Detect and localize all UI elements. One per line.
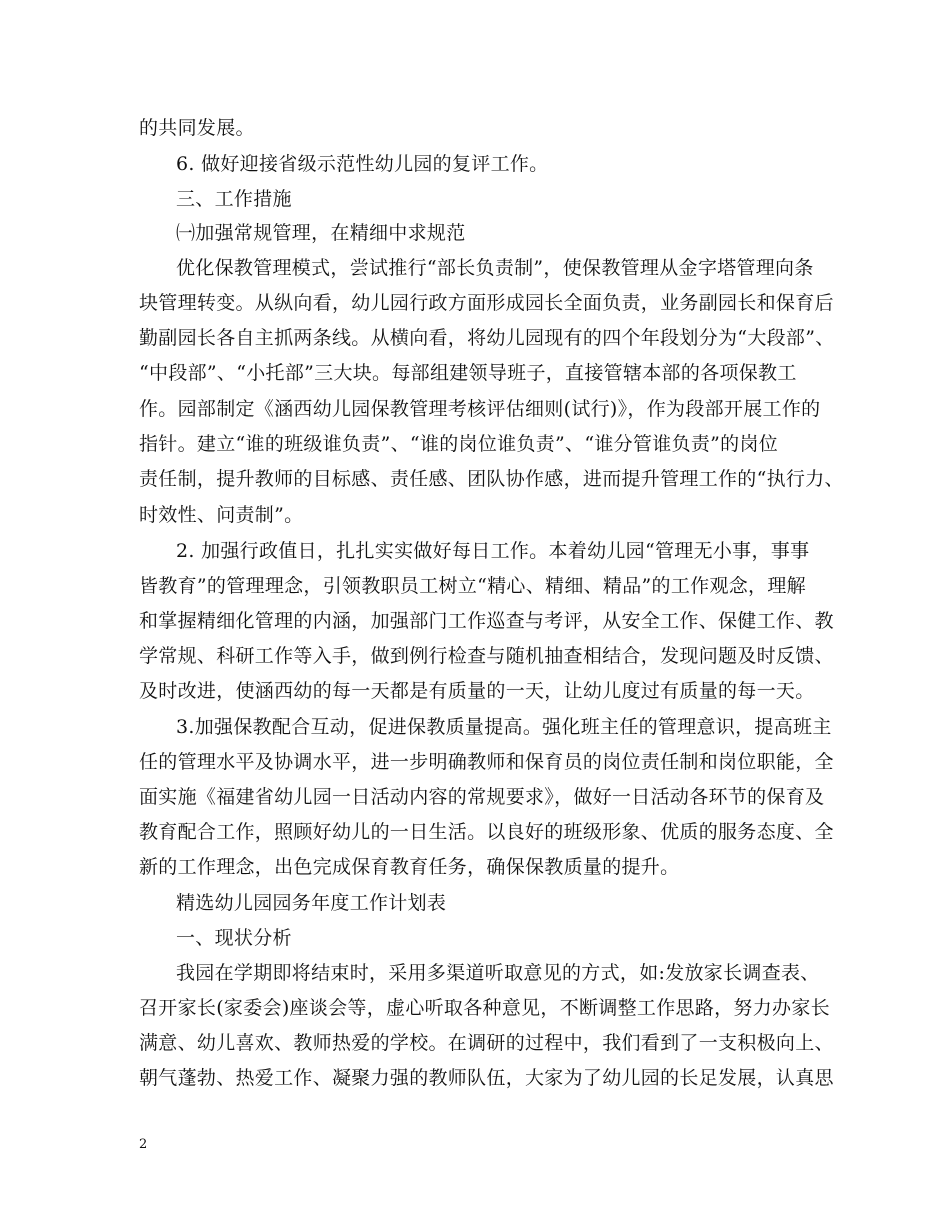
text-line: 皆教育”的管理理念，引领教职员工树立“精心、精细、精品”的工作观念，理解 bbox=[139, 575, 806, 597]
text-line: 满意、幼儿喜欢、教师热爱的学校。在调研的过程中，我们看到了一支积极向上、 bbox=[139, 1032, 834, 1054]
text-line: 2. 加强行政值日，扎扎实实做好每日工作。本着幼儿园“管理无小事，事事 bbox=[176, 540, 810, 562]
text-line: 指针。建立“谁的班级谁负责”、“谁的岗位谁负责”、“谁分管谁负责”的岗位 bbox=[139, 433, 779, 455]
text-line: 教育配合工作，照顾好幼儿的一日生活。以良好的班级形象、优质的服务态度、全 bbox=[139, 821, 834, 843]
text-line: 的共同发展。 bbox=[139, 117, 255, 139]
text-line: 和掌握精细化管理的内涵，加强部门工作巡查与考评，从安全工作、保健工作、教 bbox=[139, 610, 834, 632]
text-line: 新的工作理念，出色完成保育教育任务，确保保教质量的提升。 bbox=[139, 856, 680, 878]
text-line: 勤副园长各自主抓两条线。从横向看，将幼儿园现有的四个年段划分为“大段部”、 bbox=[139, 327, 835, 349]
section-heading: 一、现状分析 bbox=[176, 927, 292, 949]
text-line: 作。园部制定《涵西幼儿园保教管理考核评估细则(试行)》，作为段部开展工作的 bbox=[139, 398, 821, 420]
section-heading: 三、工作措施 bbox=[176, 188, 292, 210]
text-line: 优化保教管理模式，尝试推行“部长负责制”，使保教管理从金字塔管理向条 bbox=[176, 257, 814, 279]
text-line: 我园在学期即将结束时，采用多渠道听取意见的方式，如:发放家长调查表、 bbox=[176, 962, 820, 984]
text-line: “中段部”、“小托部”三大块。每部组建领导班子，直接管辖本部的各项保教工 bbox=[139, 362, 797, 384]
text-line: 3.加强保教配合互动，促进保教质量提高。强化班主任的管理意识，提高班主 bbox=[176, 716, 832, 738]
text-line: 面实施《福建省幼儿园一日活动内容的常规要求》，做好一日活动各环节的保育及 bbox=[139, 786, 825, 808]
text-line: 朝气蓬勃、热爱工作、凝聚力强的教师队伍，大家为了幼儿园的长足发展，认真思 bbox=[139, 1067, 834, 1089]
text-line: 6. 做好迎接省级示范性幼儿园的复评工作。 bbox=[176, 153, 549, 175]
text-line: 召开家长(家委会)座谈会等，虚心听取各种意见，不断调整工作思路，努力办家长 bbox=[139, 997, 830, 1019]
text-line: 任的管理水平及协调水平，进一步明确教师和保育员的岗位责任制和岗位职能，全 bbox=[139, 751, 834, 773]
text-line: 及时改进，使涵西幼的每一天都是有质量的一天，让幼儿度过有质量的每一天。 bbox=[139, 680, 815, 702]
subsection-heading: ㈠加强常规管理，在精细中求规范 bbox=[176, 222, 466, 244]
text-line: 学常规、科研工作等入手，做到例行检查与随机抽查相结合，发现问题及时反馈、 bbox=[139, 645, 834, 667]
section-heading: 精选幼儿园园务年度工作计划表 bbox=[176, 892, 447, 914]
text-line: 责任制，提升教师的目标感、责任感、团队协作感，进而提升管理工作的“执行力、 bbox=[139, 468, 844, 490]
text-line: 块管理转变。从纵向看，幼儿园行政方面形成园长全面负责，业务副园长和保育后 bbox=[139, 292, 834, 314]
page-number: 2 bbox=[139, 1137, 148, 1152]
text-line: 时效性、问责制”。 bbox=[139, 504, 304, 526]
